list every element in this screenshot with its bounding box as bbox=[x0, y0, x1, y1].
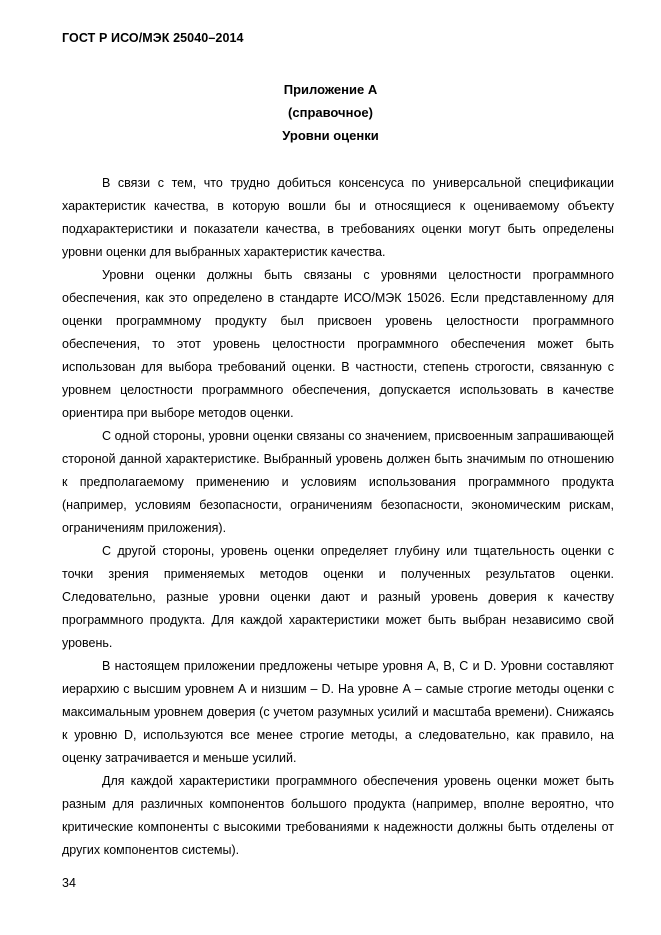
appendix-heading: Уровни оценки bbox=[282, 128, 379, 143]
paragraph: Для каждой характеристики программного обеспечения уровень оценки может быть разным для различных компонентов большого продукта (например, вполне вероятно, что критические компоненты с высокими требованиями к надежности должны быть отделены от других компонентов системы). bbox=[62, 774, 614, 857]
standard-header: ГОСТ Р ИСО/МЭК 25040–2014 bbox=[62, 31, 244, 45]
paragraph: Уровни оценки должны быть связаны с уровнями целостности программного обеспечения, как это определено в стандарте ИСО/МЭК 15026. Если представленному для оценки программному продукту был присвоен уровень целостности программного обеспечения, то этот уровень целостности программного обеспечения может быть использован для выбора требований оценки. В частности, степень строгости, связанную с уровнем целостности программного обеспечения, допускается использовать в качестве ориентира при выборе методов оценки. bbox=[62, 268, 614, 420]
appendix-title-block bbox=[0, 78, 661, 147]
appendix-subtitle: (справочное) bbox=[288, 105, 373, 120]
paragraph: В связи с тем, что трудно добиться консенсуса по универсальной спецификации характеристик качества, в которую вошли бы и относящиеся к оцениваемому объекту подхарактеристики и показатели качества, в требованиях оценки могут быть определены уровни оценки для выбранных характеристик качества. bbox=[62, 176, 614, 259]
paragraph: С одной стороны, уровни оценки связаны со значением, присвоенным запрашивающей стороной данной характеристике. Выбранный уровень должен быть значимым по отношению к предполагаемому применению и условиям использования программного продукта (например, условиям безопасности, ограничениям безопасности, экономическим рискам, ограничениям приложения). bbox=[62, 429, 614, 535]
page-number: 34 bbox=[62, 876, 76, 890]
paragraph: С другой стороны, уровень оценки определяет глубину или тщательность оценки с точки зрения применяемых методов оценки и полученных результатов оценки. Следовательно, разные уровни оценки дают и разный уровень доверия к качеству программного продукта. Для каждой характеристики может быть выбран независимо свой уровень. bbox=[62, 544, 614, 650]
appendix-title: Приложение А bbox=[283, 82, 378, 97]
paragraph: В настоящем приложении предложены четыре уровня A, B, C и D. Уровни составляют иерархию с высшим уровнем А и низшим – D. На уровне А – самые строгие методы оценки с максимальным уровнем доверия (с учетом разумных усилий и масштаба времени). Снижаясь к уровню D, используются все менее строгие методы, а следовательно, как правило, на оценку затрачивается и меньше усилий. bbox=[62, 659, 614, 765]
document-body bbox=[62, 172, 614, 862]
